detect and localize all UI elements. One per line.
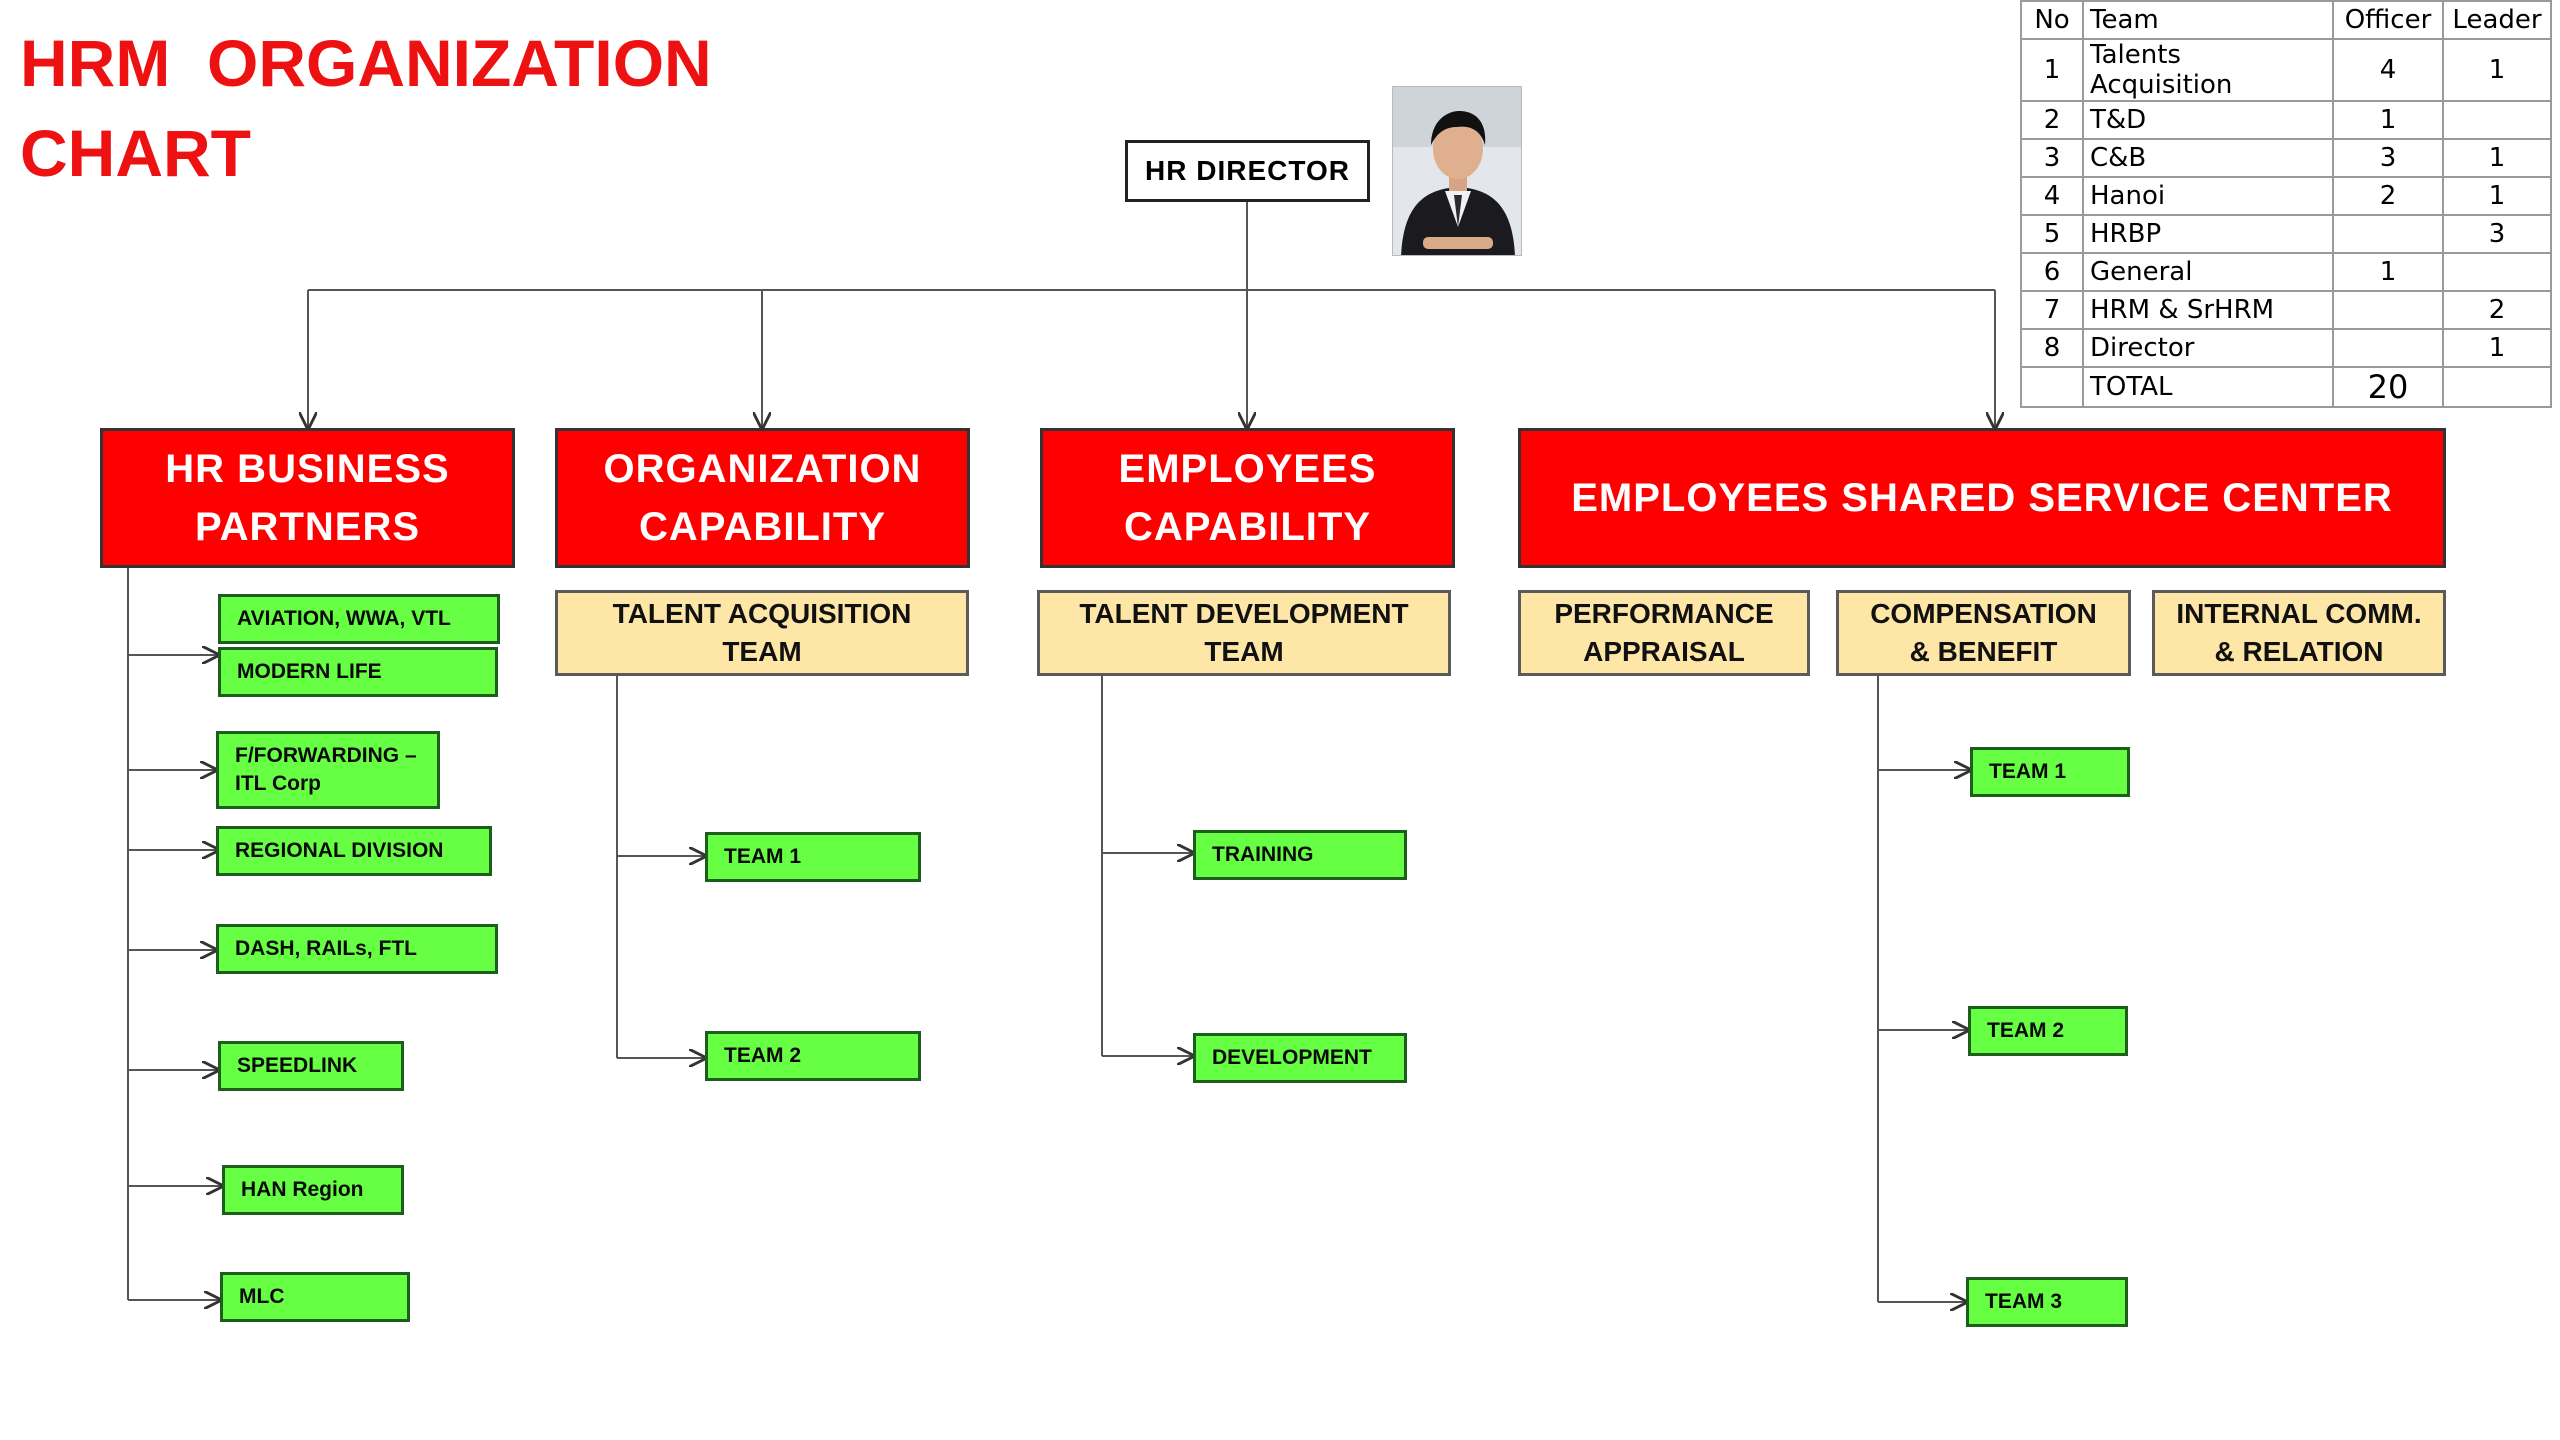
headcount-summary-table xyxy=(2020,0,2552,408)
table-row xyxy=(2021,177,2551,215)
hrbp-unit-speedlink: SPEEDLINK xyxy=(218,1041,404,1091)
row-officer xyxy=(2333,329,2443,367)
row-team: C&B xyxy=(2083,139,2333,177)
table-row xyxy=(2021,101,2551,139)
row-leader: 3 xyxy=(2443,215,2551,253)
row-team: Talents Acquisition xyxy=(2083,39,2333,101)
subunit-talent-acquisition-team: TALENT ACQUISITION TEAM xyxy=(555,590,969,676)
subunit-performance-appraisal: PERFORMANCE APPRAISAL xyxy=(1518,590,1810,676)
subunit-talent-development-team: TALENT DEVELOPMENT TEAM xyxy=(1037,590,1451,676)
total-leader-cell xyxy=(2443,367,2551,407)
talent-acquisition-team-2: TEAM 2 xyxy=(705,1031,921,1081)
row-leader: 1 xyxy=(2443,329,2551,367)
row-team: HRM & SrHRM xyxy=(2083,291,2333,329)
table-header-row xyxy=(2021,1,2551,39)
row-no: 6 xyxy=(2021,253,2083,291)
row-officer: 4 xyxy=(2333,39,2443,101)
row-team: HRBP xyxy=(2083,215,2333,253)
hrbp-unit-mlc: MLC xyxy=(220,1272,410,1322)
cb-team-1: TEAM 1 xyxy=(1970,747,2130,797)
row-team: T&D xyxy=(2083,101,2333,139)
table-row xyxy=(2021,291,2551,329)
table-row xyxy=(2021,215,2551,253)
table-row xyxy=(2021,253,2551,291)
total-value: 20 xyxy=(2333,367,2443,407)
director-photo xyxy=(1392,86,1522,256)
row-team: Director xyxy=(2083,329,2333,367)
talent-development-development: DEVELOPMENT xyxy=(1193,1033,1407,1083)
header-team: Team xyxy=(2083,1,2333,39)
header-officer: Officer xyxy=(2333,1,2443,39)
row-team: Hanoi xyxy=(2083,177,2333,215)
row-officer: 1 xyxy=(2333,253,2443,291)
row-officer xyxy=(2333,215,2443,253)
header-no: No xyxy=(2021,1,2083,39)
hrbp-unit-forwarding: F/FORWARDING – ITL Corp xyxy=(216,731,440,809)
row-officer: 2 xyxy=(2333,177,2443,215)
department-hr-business-partners: HR BUSINESS PARTNERS xyxy=(100,428,515,568)
hrbp-unit-aviation: AVIATION, WWA, VTL xyxy=(218,594,500,644)
table-row xyxy=(2021,39,2551,101)
table-row xyxy=(2021,139,2551,177)
row-no: 7 xyxy=(2021,291,2083,329)
cb-team-3: TEAM 3 xyxy=(1966,1277,2128,1327)
row-leader: 1 xyxy=(2443,177,2551,215)
department-employees-capability: EMPLOYEES CAPABILITY xyxy=(1040,428,1455,568)
total-no-cell xyxy=(2021,367,2083,407)
hrbp-unit-regional-division: REGIONAL DIVISION xyxy=(216,826,492,876)
department-organization-capability: ORGANIZATION CAPABILITY xyxy=(555,428,970,568)
hrbp-unit-dash-rails: DASH, RAILs, FTL xyxy=(216,924,498,974)
department-employees-shared-service-center: EMPLOYEES SHARED SERVICE CENTER xyxy=(1518,428,2446,568)
hrbp-unit-modern-life: MODERN LIFE xyxy=(218,647,498,697)
row-no: 2 xyxy=(2021,101,2083,139)
chart-title: HRM ORGANIZATION CHART xyxy=(20,26,712,190)
table-total-row xyxy=(2021,367,2551,407)
row-leader: 2 xyxy=(2443,291,2551,329)
row-leader xyxy=(2443,101,2551,139)
row-officer xyxy=(2333,291,2443,329)
talent-acquisition-team-1: TEAM 1 xyxy=(705,832,921,882)
talent-development-training: TRAINING xyxy=(1193,830,1407,880)
row-no: 3 xyxy=(2021,139,2083,177)
subunit-compensation-benefit: COMPENSATION & BENEFIT xyxy=(1836,590,2131,676)
table-row xyxy=(2021,329,2551,367)
row-no: 1 xyxy=(2021,39,2083,101)
cb-team-2: TEAM 2 xyxy=(1968,1006,2128,1056)
row-no: 4 xyxy=(2021,177,2083,215)
row-no: 5 xyxy=(2021,215,2083,253)
header-leader: Leader xyxy=(2443,1,2551,39)
row-officer: 3 xyxy=(2333,139,2443,177)
hr-director-box: HR DIRECTOR xyxy=(1125,140,1370,202)
subunit-internal-comm-relation: INTERNAL COMM. & RELATION xyxy=(2152,590,2446,676)
row-leader xyxy=(2443,253,2551,291)
row-officer: 1 xyxy=(2333,101,2443,139)
total-label: TOTAL xyxy=(2083,367,2333,407)
row-leader: 1 xyxy=(2443,39,2551,101)
hrbp-unit-han-region: HAN Region xyxy=(222,1165,404,1215)
row-no: 8 xyxy=(2021,329,2083,367)
row-leader: 1 xyxy=(2443,139,2551,177)
row-team: General xyxy=(2083,253,2333,291)
